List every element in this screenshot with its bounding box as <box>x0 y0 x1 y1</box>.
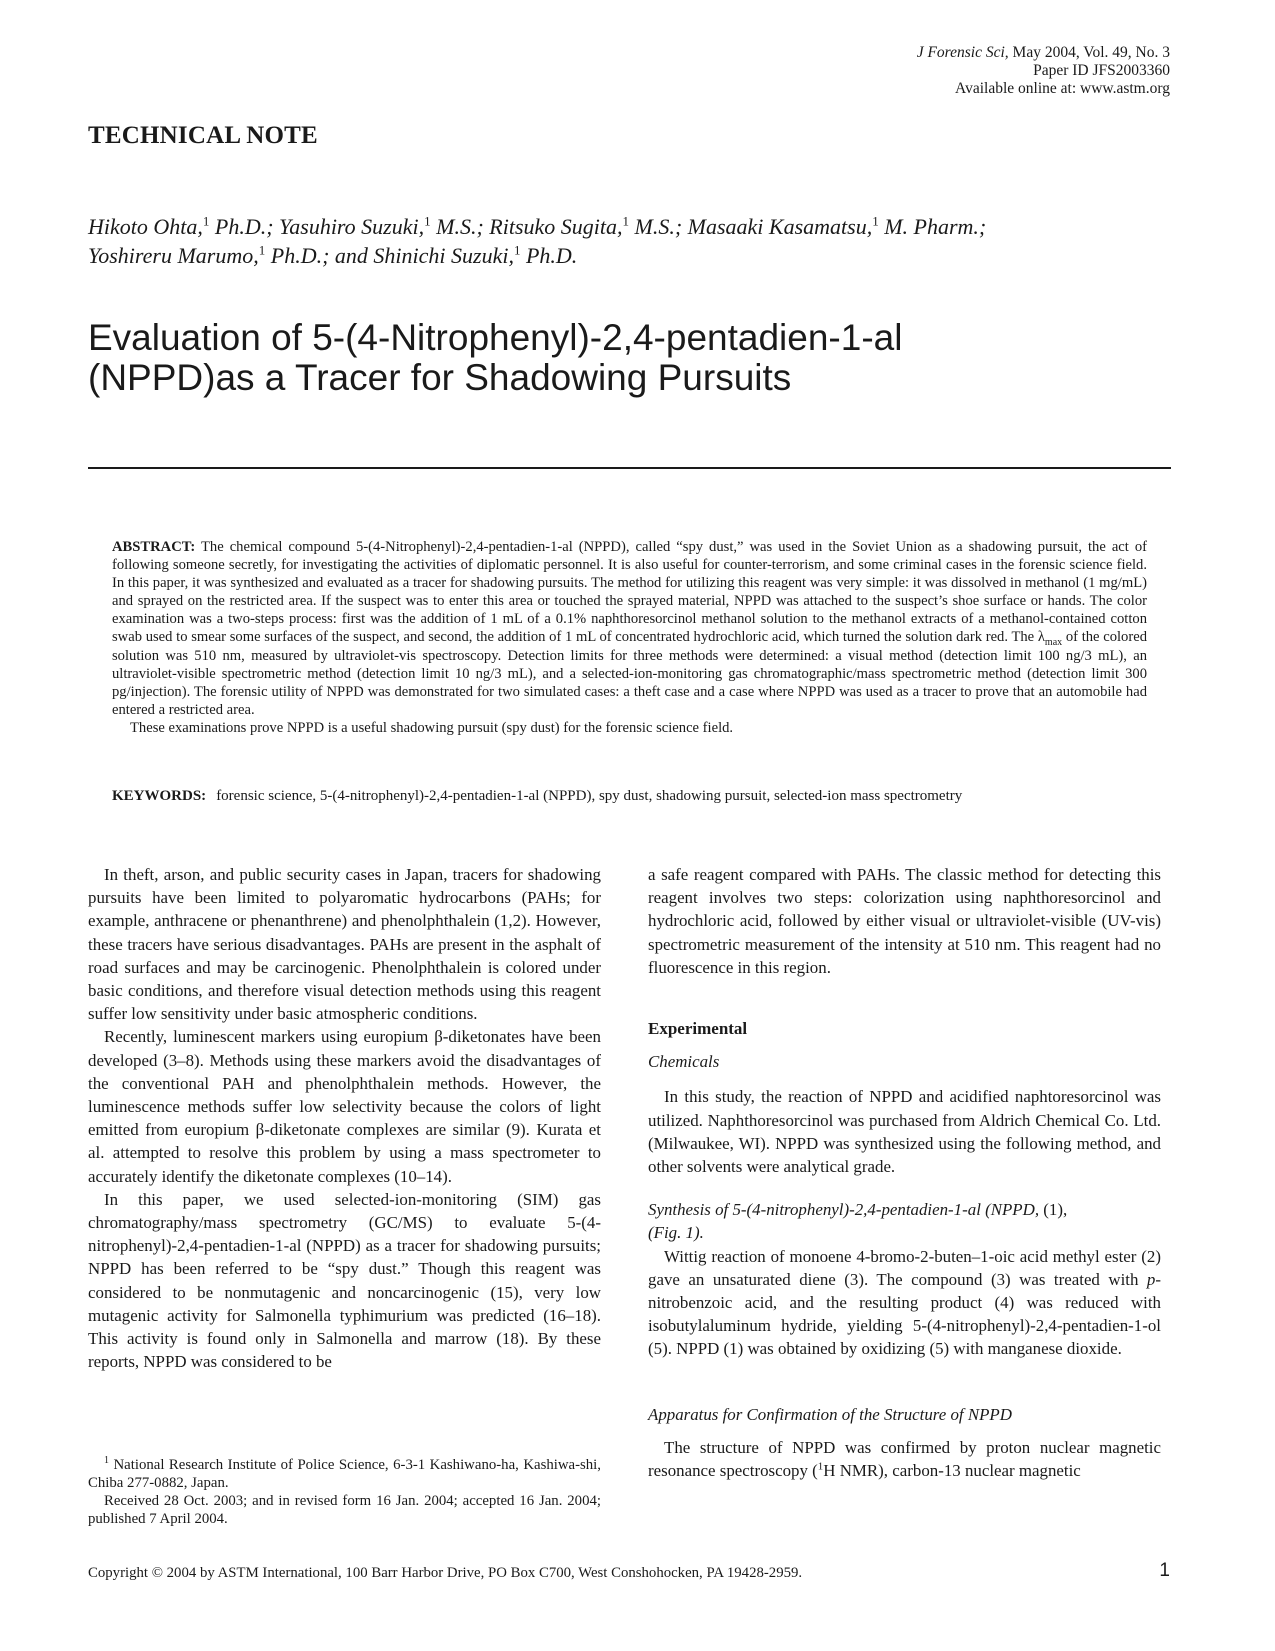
abstract-paragraph <box>112 538 1147 719</box>
footnotes <box>88 1456 601 1528</box>
author-name: Hikoto Ohta, <box>88 214 203 239</box>
title-divider <box>88 467 1171 469</box>
affiliation-mark: 1 <box>622 213 629 229</box>
journal-issue: May 2004, Vol. 49, No. 3 <box>1012 44 1170 61</box>
author-name: Yoshireru Marumo, <box>88 243 259 268</box>
author-list <box>88 212 1178 270</box>
keywords-text: forensic science, 5-(4-nitrophenyl)-2,4-pentadien-1-al (NPPD), spy dust, shadowing pursuit, selected-ion mass spectrometry <box>216 788 963 804</box>
footnote-mark: 1 <box>104 1455 109 1467</box>
author-degree: M.S.; <box>629 214 688 239</box>
title-line-2: (NPPD)as a Tracer for Shadowing Pursuits <box>88 357 792 398</box>
synthesis-compound-number: (1), <box>1039 1200 1068 1220</box>
journal-citation <box>917 44 1170 62</box>
lambda-subscript: max <box>1044 637 1063 649</box>
para-prefix: p <box>1146 1269 1156 1289</box>
footnote-affiliation <box>88 1456 601 1492</box>
keywords <box>112 787 1192 806</box>
author-name: Yasuhiro Suzuki, <box>279 214 425 239</box>
copyright-notice: Copyright © 2004 by ASTM International, 100 Barr Harbor Drive, PO Box C700, West Conshohocken, PA 19428-2959. <box>88 1565 803 1581</box>
abstract-text: The chemical compound 5-(4-Nitrophenyl)-2,4-pentadien-1-al (NPPD), called “spy dust,” was used in the Soviet Union as a shadowing pursuit, the act of following someone secretly, for investigating the activities of diplomatic personnel. It is also useful for counter-terrorism, and some criminal cases in the forensic science field. In this paper, it was synthesized and evaluated as a tracer for shadowing pursuits. The method for utilizing this reagent was very simple: it was dissolved in methanol (1 mg/mL) and sprayed on the restricted area. If the suspect was to enter this area or touched the sprayed material, NPPD was attached to the suspect’s shoe surface or hands. The color examination was a two-steps process: first was the addition of 1 mL of a 0.1% naphthoresorcinol methanol solution to the methanol extracts of a methanol-contained cotton swab used to smear some surfaces of the suspect, and second, the addition of 1 mL of concentrated hydrochloric acid, which turned the solution dark red. The <box>112 539 1147 646</box>
author-degree: Ph.D.; <box>209 214 280 239</box>
journal-header <box>917 44 1170 98</box>
paper-id: Paper ID JFS2003360 <box>1033 62 1170 79</box>
author-degree: Ph.D. <box>520 243 578 268</box>
lambda-symbol: λ <box>1037 629 1045 646</box>
body-paragraph: In this paper, we used selected-ion-monitoring (SIM) gas chromatography/mass spectrometry (GC/MS) to evaluate 5-(4-nitrophenyl)-2,4-pentadien-1-al (NPPD) as a tracer for shadowing pursuits; NPPD has been referred to be “spy dust.” Though this reagent was considered to be nonmutagenic and noncarcinogenic (15), very low mutagenic activity for Salmonella typhimurium was predicted (16–18). This activity is found only in Salmonella and marrow (18). By these reports, NPPD was considered to be <box>88 1189 601 1372</box>
online-availability: Available online at: www.astm.org <box>955 80 1170 97</box>
synthesis-text: Wittig reaction of monoene 4-bromo-2-buten–1-oic acid methyl ester (2) gave an unsaturated diene (3). The compound (3) was treated with <box>648 1246 1161 1289</box>
body-paragraph: In theft, arson, and public security cases in Japan, tracers for shadowing pursuits have been limited to polyaromatic hydrocarbons (PAHs; for example, anthracene or phenanthrene) and phenolphthalein (1,2). However, these tracers have serious disadvantages. PAHs are present in the asphalt of road surfaces and may be carcinogenic. Phenolphthalein is colored under basic conditions, and therefore visual detection methods using this reagent suffer low sensitivity under basic atmospheric conditions. <box>88 865 601 1024</box>
body-paragraph <box>648 1436 1161 1482</box>
body-column-right <box>648 863 1161 1482</box>
title-line-1: Evaluation of 5-(4-Nitrophenyl)-2,4-pentadien-1-al <box>88 317 903 358</box>
abstract-conclusion: These examinations prove NPPD is a useful shadowing pursuit (spy dust) for the forensic science field. <box>130 719 734 736</box>
footnote-received: Received 28 Oct. 2003; and in revised form 16 Jan. 2004; accepted 16 Jan. 2004; published 7 April 2004. <box>88 1493 601 1527</box>
abstract <box>112 538 1147 737</box>
author-name: Ritsuko Sugita, <box>489 214 623 239</box>
affiliation-mark: 1 <box>202 213 210 229</box>
author-name: Masaaki Kasamatsu, <box>687 214 873 239</box>
subsection-heading-synthesis <box>648 1198 1161 1244</box>
keywords-label: KEYWORDS: <box>112 788 207 804</box>
synthesis-text: -nitrobenzoic acid, and the resulting product (4) was reduced with isobutylaluminum hydride, yielding 5-(4-nitrophenyl)-2,4-pentadien-1-ol (5). NPPD (1) was obtained by oxidizing (5) with manganese dioxide. <box>648 1269 1161 1359</box>
section-label: TECHNICAL NOTE <box>88 122 318 149</box>
paper-title <box>88 318 1088 398</box>
body-column-left <box>88 863 601 1373</box>
author-degree: M.S.; <box>430 214 490 239</box>
author-degree: M. Pharm.; <box>878 214 987 239</box>
subsection-heading-chemicals: Chemicals <box>648 1052 720 1072</box>
section-heading-experimental: Experimental <box>648 1019 748 1039</box>
synthesis-figure-ref: (Fig. 1). <box>648 1223 704 1243</box>
affiliation-mark: 1 <box>872 213 879 229</box>
page-number: 1 <box>1159 1560 1170 1581</box>
affiliation-mark: 1 <box>513 242 521 258</box>
body-paragraph: Recently, luminescent markers using europium β-diketonates have been developed (3–8). Methods using these markers avoid the disadvantages of the conventional PAH and phenolphthalein methods. However, the luminescence methods suffer low selectivity because the colors of light emitted from europium β-diketonate complexes are similar (9). Kurata et al. attempted to resolve this problem by using a mass spectrometer to accurately identify the diketonate complexes (10–14). <box>88 1027 601 1186</box>
subsection-heading-apparatus: Apparatus for Confirmation of the Structure of NPPD <box>648 1404 1012 1424</box>
footnote-affiliation-text: National Research Institute of Police Science, 6-3-1 Kashiwano-ha, Kashiwa-shi, Chiba 277-0882, Japan. <box>88 1457 601 1491</box>
affiliation-mark: 1 <box>258 242 266 258</box>
nmr-superscript: 1 <box>817 1460 824 1473</box>
affiliation-mark: 1 <box>424 213 431 229</box>
body-paragraph: a safe reagent compared with PAHs. The classic method for detecting this reagent involves two steps: colorization using naphthoresorcinol and hydrochloric acid, followed by either visual or ultraviolet-visible (UV-vis) spectrometric measurement of the intensity at 510 nm. This reagent had no fluorescence in this region. <box>648 865 1161 977</box>
synthesis-heading-text: Synthesis of 5-(4-nitrophenyl)-2,4-pentadien-1-al (NPPD, <box>648 1200 1040 1220</box>
author-name: Shinichi Suzuki, <box>373 243 514 268</box>
abstract-text: of the colored solution was 510 nm, measured by ultraviolet-vis spectroscopy. Detection limits for three methods were determined: a visual method (detection limit 100 ng/3 mL), an ultraviolet-visible spectrometric method (detection limit 10 ng/3 mL), and a selected-ion-monitoring gas chromatographic/mass spectrometric method (detection limit 300 pg/injection). The forensic utility of NPPD was demonstrated for two simulated cases: a theft case and a case where NPPD was used as a tracer to prove that an automobile had entered a restricted area. <box>112 629 1147 718</box>
journal-name: J Forensic Sci, <box>916 44 1009 61</box>
body-paragraph: In this study, the reaction of NPPD and acidified naphtoresorcinol was utilized. Naphthoresorcinol was purchased from Aldrich Chemical Co. Ltd. (Milwaukee, WI). NPPD was synthesized using the following method, and other solvents were analytical grade. <box>648 1087 1161 1177</box>
apparatus-text: The structure of NPPD was confirmed by proton nuclear magnetic resonance spectroscopy ( <box>648 1437 1161 1481</box>
body-paragraph <box>648 1245 1161 1361</box>
abstract-label: ABSTRACT: <box>112 539 196 555</box>
apparatus-text: H NMR), carbon-13 nuclear magnetic <box>823 1461 1081 1481</box>
author-degree: Ph.D.; and <box>265 243 374 268</box>
